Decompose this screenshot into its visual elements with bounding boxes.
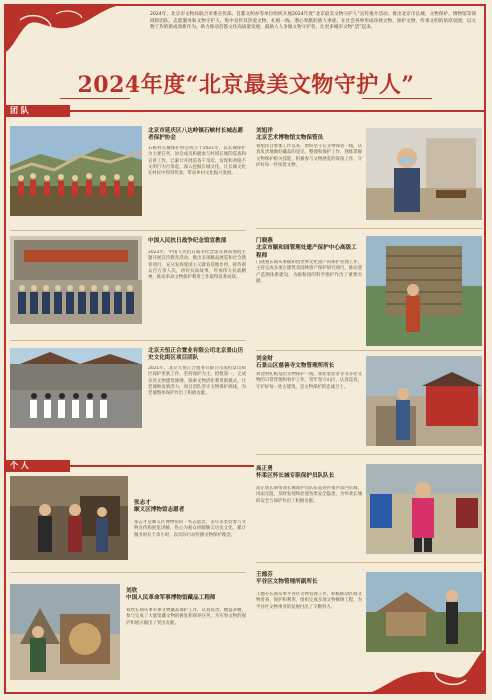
divider — [10, 572, 246, 573]
title-rule-right — [362, 98, 432, 99]
title-rule-left — [60, 98, 130, 99]
entry-title: 王德芬 平谷区文物管理所副所长 — [256, 572, 318, 586]
entry-title: 高正勇 怀柔区怀长城专职保护员队队长 — [256, 466, 335, 480]
entry-body: 2021年，北京天恒正合置业有限公司承担景山街区保护更新工作，坚持保护为主、抢救第一，完成多处文物建筑修缮，探索文物活化利用新模式，让老城焕发新活力，项目团队坚守文物保护底线，为老城整体保护作出了积极贡献。 — [148, 366, 246, 397]
section-line — [70, 110, 486, 112]
section-tag-team: 团 队 — [4, 105, 70, 117]
entry-body: 刘旭洋自参加工作以来，始终坚守在文物保管一线，认真负责地做好藏品的登记、整理和保护工作，熟练掌握文物保护相关技能，积极参与文物展览的筹备工作，守护好每一件珍贵文物。 — [256, 144, 362, 168]
entry-body: 刘欣长期从事军事文物藏品保护工作，认真负责，精益求精，参与完成了大量馆藏文物的修复和保养任务，为军事文物的保护和展示做出了突出贡献。 — [126, 608, 246, 626]
person-photo-zhang — [10, 476, 128, 560]
entry-body: 高正勇长期带领长城保护员队伍巡查怀柔区境内长城，风雨无阻，及时发现和处置各类安全隐患，为怀柔长城的安全与保护作出了积极贡献。 — [256, 486, 362, 504]
person-photo-liuxu — [366, 128, 482, 220]
team-photo-jingshan — [10, 348, 142, 428]
entry-body: 王德芬长期从事平谷区文物管理工作，积极推动区域文物普查、保护和利用，组织完成多项文物修缮工程，为平谷区文物事业的发展付出了辛勤努力。 — [256, 592, 362, 610]
section-line — [70, 465, 254, 467]
entry-title: 中国人民抗日战争纪念馆宣教部 — [148, 238, 227, 244]
divider — [256, 562, 482, 563]
team-photo-shixia — [10, 126, 142, 216]
divider — [256, 454, 482, 455]
divider — [256, 350, 482, 351]
entry-title: 刘金财 石景山区慈善寺文物管理所所长 — [256, 356, 335, 370]
entry-title: 北京市延庆区八达岭镇石峡村长城志愿者保护协会 — [148, 128, 244, 142]
person-photo-gao — [366, 464, 482, 554]
entry-body: 张志才是顺义区博物馆的一名志愿者，多年来坚持参与文物宣传和展览讲解，热心为观众讲解顺义历史文化，累计服务时长千余小时，以实际行动传播文物保护理念。 — [134, 520, 246, 538]
entry-title: 北京天恒正合置业有限公司北京景山历史文化街区项目团队 — [148, 348, 244, 362]
intro-paragraph: 2024年，北京市文物局联合市委宣传部、首都文明办等单位组织开展2024年度“北京最美文物守护人”宣传推介活动。推出北京市长城、文物保护、博物馆等领域的团队、志愿服务和文物守护人，集中宣传其热爱文物、扎根一线、潜心奉献的感人事迹。在社会各界形成珍视文物、保护文物、传承文明的浓厚氛围，以文物工作的新成效新作为，助力推动首都文化高质量发展，鼓励人人争做文物守护者，让更多城市文物“活”起来。 — [150, 12, 476, 31]
page-title: 2024年度“北京最美文物守护人” — [77, 72, 415, 98]
entry-title: 刘旭洋 北京艺术博物馆文物保管员 — [256, 128, 324, 142]
person-photo-liujin — [366, 356, 482, 446]
person-photo-wang — [366, 572, 482, 652]
team-photo-museum — [10, 236, 142, 324]
entry-title: 刘欣 中国人民革命军事博物馆藏品工程师 — [126, 588, 216, 602]
divider — [10, 230, 246, 231]
person-photo-liu — [10, 584, 120, 680]
divider — [256, 228, 482, 229]
section-tag-individual: 个 人 — [4, 460, 70, 472]
person-photo-men — [366, 236, 482, 346]
entry-title: 门晓燕 北京市颐和园管理处遗产保护中心高级工程师 — [256, 238, 357, 259]
entry-title: 张志才 顺义区博物馆志愿者 — [134, 500, 185, 514]
entry-body: 门晓燕长期从事颐和园世界文化遗产的保护管理工作，主持完成多项古建筑及园林遗产保护研究项目，推动遗产监测体系建设，为颐和园的科学保护作出了重要贡献。 — [256, 260, 362, 284]
entry-body: 石峡村长城保护协会成立于2021年，以长城保护为主要任务，协会成员积极参与村域长城的巡查和宣讲工作，已累计开展巡查千余次，发现和劝阻不文明行为百余起，深入挖掘长城文化，让长城文化在村民中得到传承，带动乡村文化振兴发展。 — [148, 146, 246, 177]
divider — [10, 340, 246, 341]
entry-body: 刘金财扎根基层文物保护一线，承担着慈善寺等多处文物的日常管理和看护工作，常年坚守山区，认真巡查，守护好每一处古建筑，是文物保护的忠诚卫士。 — [256, 372, 362, 390]
entry-body: 2023年，中国人民抗日战争纪念馆宣教部围绕主题开展宣传教育活动，推出多项精品展览和社会教育项目，充分发挥爱国主义教育基地作用，接待观众百万余人次，讲好抗战故事，传承伟大抗战精神，推动革命文物保护利用工作取得显著成效。 — [148, 250, 246, 281]
